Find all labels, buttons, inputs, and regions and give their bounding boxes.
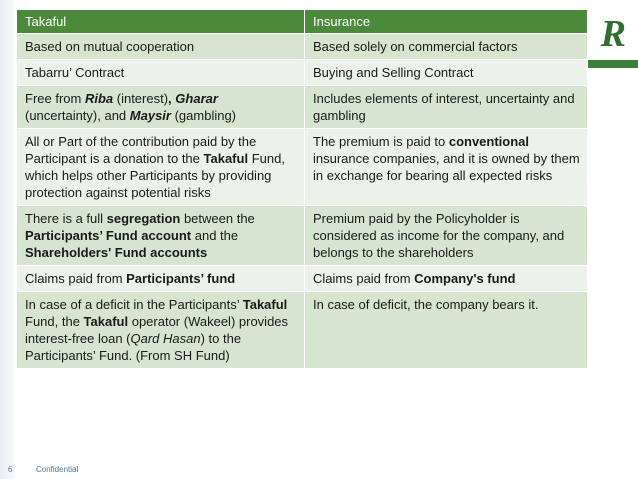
cell-text-run: Gharar [175, 91, 218, 106]
cell-text-run: Qard Hasan [130, 331, 201, 346]
cell-text-run: Takaful [203, 151, 249, 166]
takaful-cell [17, 266, 305, 292]
insurance-cell [305, 206, 588, 266]
table-row [17, 34, 588, 60]
cell-text-run: The premium is paid to [313, 134, 449, 149]
cell-text-run: All or Part of the contribution paid by the Participant is a donation to the [25, 134, 257, 166]
cell-text-run: and the [191, 228, 239, 243]
insurance-cell [305, 86, 588, 129]
slide-side-strip [0, 0, 14, 479]
page-number: 6 [8, 465, 13, 474]
cell-text-run: (interest) [113, 91, 169, 106]
cell-text-run: Company's fund [414, 271, 516, 286]
cell-text-run: Buying and Selling Contract [313, 65, 474, 80]
cell-text-run: Takaful [83, 314, 129, 329]
cell-text-run: between the [180, 211, 255, 226]
insurance-cell [305, 60, 588, 86]
cell-text-run: Participants’ fund [126, 271, 236, 286]
cell-text-run: Includes elements of interest, uncertainty and gambling [313, 91, 575, 123]
takaful-cell [17, 60, 305, 86]
cell-text-run: Takaful [242, 297, 288, 312]
cell-text-run: Claims paid from [25, 271, 127, 286]
logo-accent-bar [588, 60, 638, 68]
insurance-cell [305, 34, 588, 60]
company-logo: R [600, 14, 626, 54]
cell-text-run: Maysir [129, 108, 171, 123]
table-row [17, 266, 588, 292]
slide-footer [0, 462, 638, 479]
cell-text-run: Riba [84, 91, 114, 106]
header-takaful: Takaful [17, 10, 305, 34]
insurance-cell [305, 129, 588, 206]
cell-text-run: There is a full [25, 211, 107, 226]
cell-text-run: insurance companies, and it is owned by them in exchange for bearing all expected risks [313, 151, 580, 183]
cell-text-run: ) to the Participants’ Fund. (From SH Fund) [25, 331, 242, 363]
cell-text-run: Shareholders' Fund accounts [25, 245, 208, 260]
cell-text-run: Participants’ Fund account [25, 228, 192, 243]
table-row [17, 60, 588, 86]
cell-text-run: In case of a deficit in the Participants’ [25, 297, 243, 312]
confidential-label: Confidential [36, 465, 79, 474]
table-row [17, 86, 588, 129]
takaful-cell [17, 206, 305, 266]
cell-text-run: Claims paid from [313, 271, 415, 286]
table-row [17, 129, 588, 206]
takaful-cell [17, 129, 305, 206]
takaful-cell [17, 292, 305, 369]
cell-text-run: Tabarru’ Contract [25, 65, 125, 80]
cell-text-run: Premium paid by the Policyholder is considered as income for the company, and belongs to the shareholders [313, 211, 565, 260]
table-body [17, 34, 588, 369]
cell-text-run: In case of deficit, the company bears it. [313, 297, 539, 312]
insurance-cell [305, 292, 588, 369]
cell-text-run: operator (Wakeel) provides interest-free loan ( [25, 314, 289, 346]
table-row [17, 206, 588, 266]
cell-text-run: (gambling) [170, 108, 237, 123]
cell-text-run: , [168, 91, 176, 106]
cell-text-run: Fund, the [25, 314, 84, 329]
cell-text-run: Free from [25, 91, 85, 106]
cell-text-run: conventional [448, 134, 530, 149]
comparison-table [16, 9, 588, 369]
cell-text-run: segregation [106, 211, 181, 226]
header-insurance: Insurance [305, 10, 588, 34]
cell-text-run: (uncertainty), and [25, 108, 130, 123]
takaful-cell [17, 34, 305, 60]
takaful-cell [17, 86, 305, 129]
cell-text-run: Based on mutual cooperation [25, 39, 195, 54]
table-row [17, 292, 588, 369]
cell-text-run: Fund, which helps other Participants by providing protection against potential risks [25, 151, 285, 200]
table-header-row [17, 10, 588, 34]
cell-text-run: Based solely on commercial factors [313, 39, 518, 54]
insurance-cell [305, 266, 588, 292]
